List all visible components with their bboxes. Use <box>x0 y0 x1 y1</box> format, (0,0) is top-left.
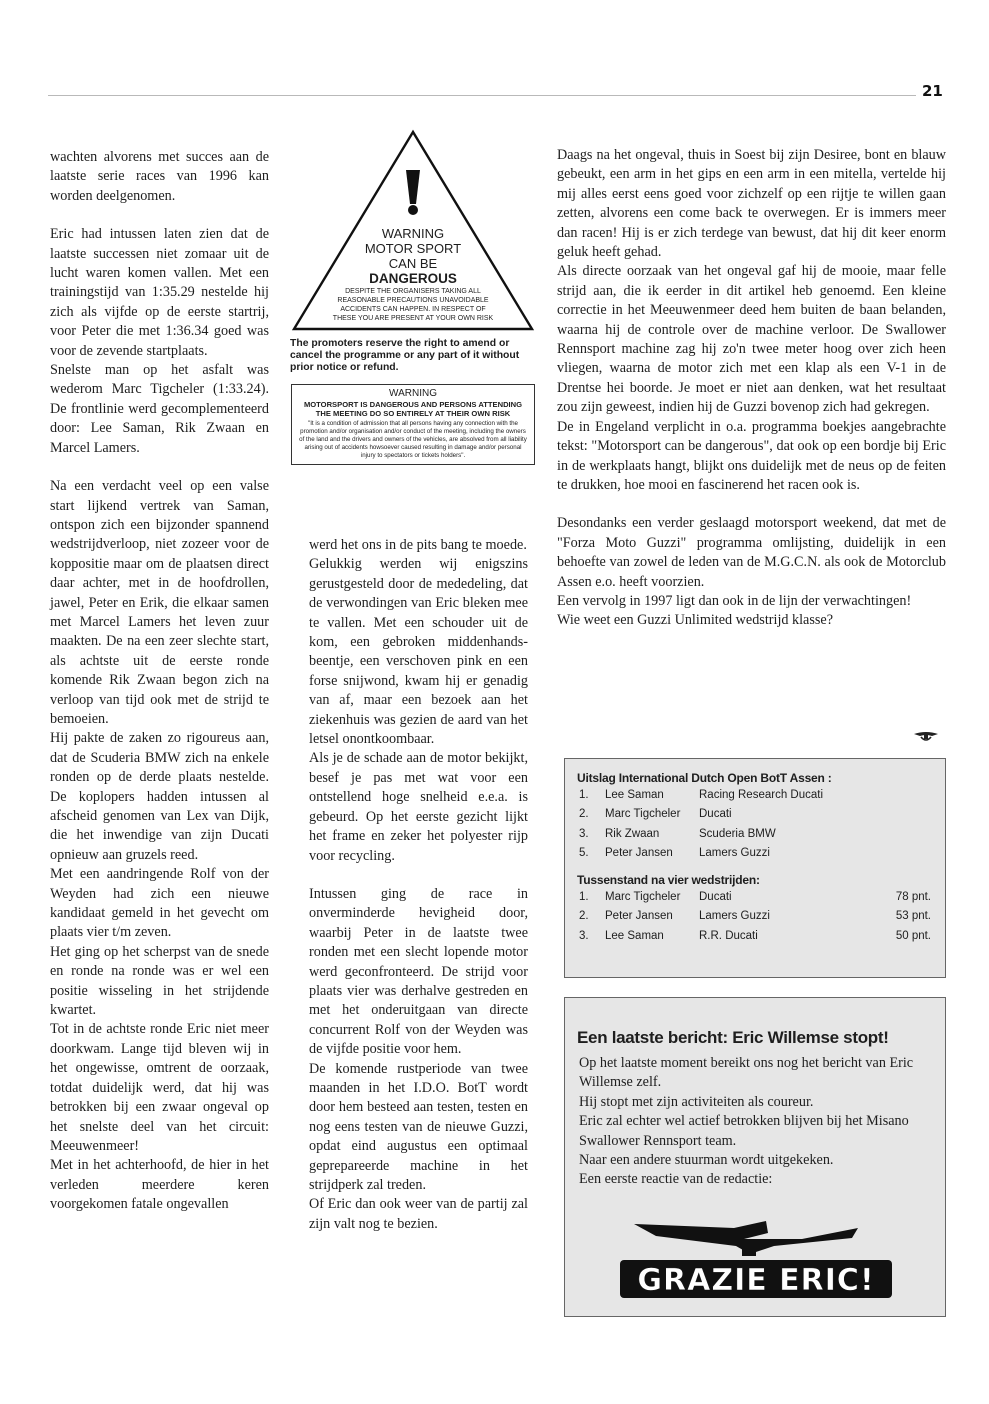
warning-line-5: DESPITE THE ORGANISERS TAKING ALL <box>345 288 481 295</box>
paragraph: Intussen ging de race in onverminderde hevigheid door, waarbij Peter in de laatste twee ronden met een slecht lopende motor werd geconfronteerd. De strijd voor plaats vier was derhalve gestreden en met het onderuitgaan van directe concurrent Rolf von der Weyden was de vijfde positie voor hem. <box>309 885 528 1058</box>
cell-name: Lee Saman <box>605 788 664 801</box>
paragraph: Of Eric dan ook weer van de partij zal zijn valt nog te bezien. <box>309 1196 528 1232</box>
warning-box <box>291 384 535 465</box>
cell-pos: 1. <box>579 788 589 801</box>
results-table <box>579 785 931 863</box>
paragraph: Desondanks een verder geslaagd motorsport weekend, dat met de "Forza Moto Guzzi" programma omlijsting, duidelijk in een behoefte van zowel de leden van de M.G.C.N. als ook de Motorclub Assen e.o. heeft voorzien. <box>557 515 946 590</box>
paragraph: Eric had intussen laten zien dat de laatste successen niet zomaar uit de lucht waren komen vallen. Met een trainingstijd van 1:35.29 nestelde hij zich als vijfde op de eerste startrij, voor Peter die met 1:36.34 goed was voor de zevende startplaats. <box>50 226 269 359</box>
article-column-3 <box>557 146 946 631</box>
cell-pos: 2. <box>579 910 589 923</box>
page-number: 21 <box>922 82 943 100</box>
paragraph: De in Engeland verplicht in o.a. programma boekjes aangebrachte tekst: "Motorsport can be dangerous", dat ook op een bordje bij Eric in de werkplaats hangt, blijkt ons duidelijk met de neus op de feiten te drukken, hoe mooi en fascinerend het racen ook is. <box>557 418 946 493</box>
table-row <box>579 785 931 805</box>
table-row <box>579 805 931 825</box>
grazie-text: GRAZIE ERIC! <box>637 1263 875 1298</box>
cell-pts: 78 pnt. <box>895 890 931 903</box>
warning-line-8: THESE YOU ARE PRESENT AT YOUR OWN RISK <box>332 315 494 322</box>
warning-triangle <box>288 128 538 334</box>
table-row <box>579 824 931 844</box>
cell-name: Peter Jansen <box>605 847 673 860</box>
cell-name: Marc Tigcheler <box>605 890 681 903</box>
cell-team: Ducati <box>699 808 732 821</box>
paragraph: Als directe oorzaak van het ongeval gaf hij de mooie, maar felle strijd aan, die ik eerder in dit artikel heb genoemd. Een kleine correctie in het Meeuwenmeer deed hem buiten de baan belanden, waarna hij de controle over de machine verloor. De Swallower Rennsport machine zag hij zo'n twee meter hoog over zich heen vliegen, waarna de motor zich met een klap als een V-1 in de Drentse hei boorde. Je moet er niet aan denken, wat het resultaat zou zijn geweest, indien hij de Guzzi bovenop zich had gekregen. <box>557 263 946 416</box>
paragraph: Tot in de achtste ronde Eric niet meer doorkwam. Lange tijd bleven wij in het ongewisse, omtrent de oorzaak, totdat duidelijk werd, dat hij was betrokken bij een zwaar ongeval op het snelste deel van het circuit: Meeuwenmeer! <box>50 1021 269 1154</box>
table-row <box>579 844 931 864</box>
table-row <box>579 926 931 946</box>
paragraph: Hij pakte de zaken zo rigoureus aan, dat de Scuderia BMW zich na enkele ronden op de derde plaats nestelde. De koplopers hadden intussen al afscheid genomen van Lex van Dijk, die het inwendige van zijn Ducati opnieuw aan gruzels reed. <box>50 730 269 863</box>
cell-team: R.R. Ducati <box>699 929 758 942</box>
warning-box-title: WARNING <box>389 388 437 399</box>
cell-pos: 5. <box>579 847 589 860</box>
paragraph: Een vervolg in 1997 ligt dan ook in de lijn der verwachtingen! <box>557 592 912 609</box>
news-line: Hij stopt met zijn activiteiten als coureur. <box>579 1093 814 1110</box>
cell-team: Lamers Guzzi <box>699 847 770 860</box>
header-rule <box>48 95 916 96</box>
paragraph: De komende rustperiode van twee maanden in het I.D.O. BotT wordt door hem besteed aan testen, testen en nog eens testen van de nieuwe Guzzi, opdat eind augustus een optimaal geprepareerde machine in het strijdperk zal treden. <box>309 1060 528 1193</box>
paragraph: Als je de schade aan de motor bekijkt, besef je pas met wat voor een ontstellend hoge snelheid e.e.a. is gebeurd. Op het eerste gezicht lijkt het frame en zeker het polyester rijp voor recycling. <box>309 750 528 864</box>
cell-pos: 2. <box>579 808 589 821</box>
warning-line-4: DANGEROUS <box>369 271 457 286</box>
warning-line-1: WARNING <box>381 226 445 241</box>
cell-name: Rik Zwaan <box>605 827 660 840</box>
paragraph: Na een verdacht veel op een valse start lijkend vertrek van Saman, ontspon zich een bijzonder spannend wedstrijdverloop, niet zozeer voor de koppositie maar om de plaatsen direct daar achter, met in de hoofdrollen, jawel, Peter en Erik, die elkaar samen met Marcel Lamers het leven zuur maakten. De na een zeer slechte start, als achtste uit de eerste ronde komende Rik Zwaan begon zich na verloop van tijd ook met de strijd te bemoeien. <box>50 478 269 727</box>
cell-team: Racing Research Ducati <box>699 788 824 801</box>
warning-line-3: CAN BE <box>388 256 438 271</box>
cell-team: Scuderia BMW <box>699 827 776 840</box>
news-line: Eric zal echter wel actief betrokken blijven bij het Misano Swallower Rennsport team. <box>579 1113 909 1149</box>
news-box <box>564 997 946 1317</box>
paragraph: Gelukkig werden wij enigszins gerustgesteld door de mededeling, dat de verwondingen van Eric bleken mee te vallen. Met een schouder uit de kom, een gebroken middenhands-beentje, een verschoven pink en een forse snijwond, kwam hij er genadig van af, maar een bezoek aan het ziekenhuis was gezien de aard van het letsel onontkoombaar. <box>309 556 528 748</box>
results-box <box>564 758 946 978</box>
standings-table <box>579 887 931 946</box>
news-line: Een eerste reactie van de redactie: <box>579 1171 773 1188</box>
standings-title: Tussenstand na vier wedstrijden: <box>577 873 760 887</box>
cell-pts: 53 pnt. <box>895 910 931 923</box>
cell-pos: 3. <box>579 929 589 942</box>
warning-box-bold: MOTORSPORT IS DANGEROUS AND PERSONS ATTENDING THE MEETING DO SO ENTIRELY AT THEIR OWN RISK <box>303 400 523 418</box>
cell-name: Marc Tigcheler <box>605 808 681 821</box>
warning-line-6: REASONABLE PRECAUTIONS UNAVOIDABLE <box>337 297 489 304</box>
grazie-eric-logo <box>616 1220 896 1300</box>
paragraph: Wie weet een Guzzi Unlimited wedstrijd klasse? <box>557 612 833 629</box>
cell-pos: 3. <box>579 827 589 840</box>
guzzi-eagle-icon <box>913 730 939 744</box>
paragraph: Het ging op het scherpst van de snede en ronde na ronde was er wel een positie wisseling in het strijdende kwartet. <box>50 943 269 1019</box>
paragraph: wachten alvorens met succes aan de laatste serie races van 1996 kan worden deelgenomen. <box>50 149 269 204</box>
cell-name: Lee Saman <box>605 929 664 942</box>
warning-box-text: "It is a condition of admission that all persons having any connection with the promotion and/or organisation and/or conduct of the meeting, including the owners of the land and the drivers and owners of the vehicles, are absolved from all liability arising out of accidents howsoever caused resulting in damage and/or personal injury to spectators or tickets holders". <box>299 420 527 459</box>
warning-notice <box>288 128 538 465</box>
promoters-notice: The promoters reserve the right to amend or cancel the programme or any part of it without prior notice or refund. <box>290 338 520 373</box>
cell-team: Ducati <box>699 890 732 903</box>
cell-team: Lamers Guzzi <box>699 910 770 923</box>
warning-line-2: MOTOR SPORT <box>364 241 462 256</box>
paragraph: Met een aandringende Rolf von der Weyden had zich een nieuwe kandidaat gemeld in het gevecht om plaats vier t/m zeven. <box>50 866 269 941</box>
news-body <box>565 1048 945 1190</box>
paragraph: werd het ons in de pits bang te moede. <box>309 537 527 553</box>
news-title: Een laatste bericht: Eric Willemse stopt! <box>577 1028 889 1047</box>
article-column-2 <box>309 536 528 1234</box>
paragraph: Snelste man op het asfalt was wederom Marc Tigcheler (1:33.24). De frontlinie werd gecomplementeerd door: Lee Saman, Rik Zwaan en Marcel Lamers. <box>50 362 269 456</box>
cell-pos: 1. <box>579 890 589 903</box>
results-title: Uitslag International Dutch Open BotT Assen : <box>577 771 832 785</box>
news-line: Op het laatste moment bereikt ons nog het bericht van Eric Willemse zelf. <box>579 1055 914 1091</box>
cell-pts: 50 pnt. <box>895 929 931 942</box>
news-line: Naar een andere stuurman wordt uitgekeken. <box>579 1152 834 1169</box>
table-row <box>579 887 931 907</box>
paragraph: Daags na het ongeval, thuis in Soest bij zijn Desiree, bont en blauw gebeukt, een arm in het gips en een arm in een mitella, vertelde hij mij alles eerst eens goed voor zichzelf op een rijtje te willen gaan zetten, alvorens een come back te overwegen. Er is immers meer dan racen! Hij is er zich terdege van bewust, dat hij dit keer enorm geluk heeft gehad. <box>557 147 946 261</box>
table-row <box>579 907 931 927</box>
warning-line-7: ACCIDENTS CAN HAPPEN. IN RESPECT OF <box>340 306 486 313</box>
paragraph: Met in het achterhoofd, de hier in het verleden meerdere keren voorgekomen fatale ongevallen <box>50 1157 269 1213</box>
article-column-1 <box>50 148 269 1215</box>
cell-name: Peter Jansen <box>605 910 673 923</box>
